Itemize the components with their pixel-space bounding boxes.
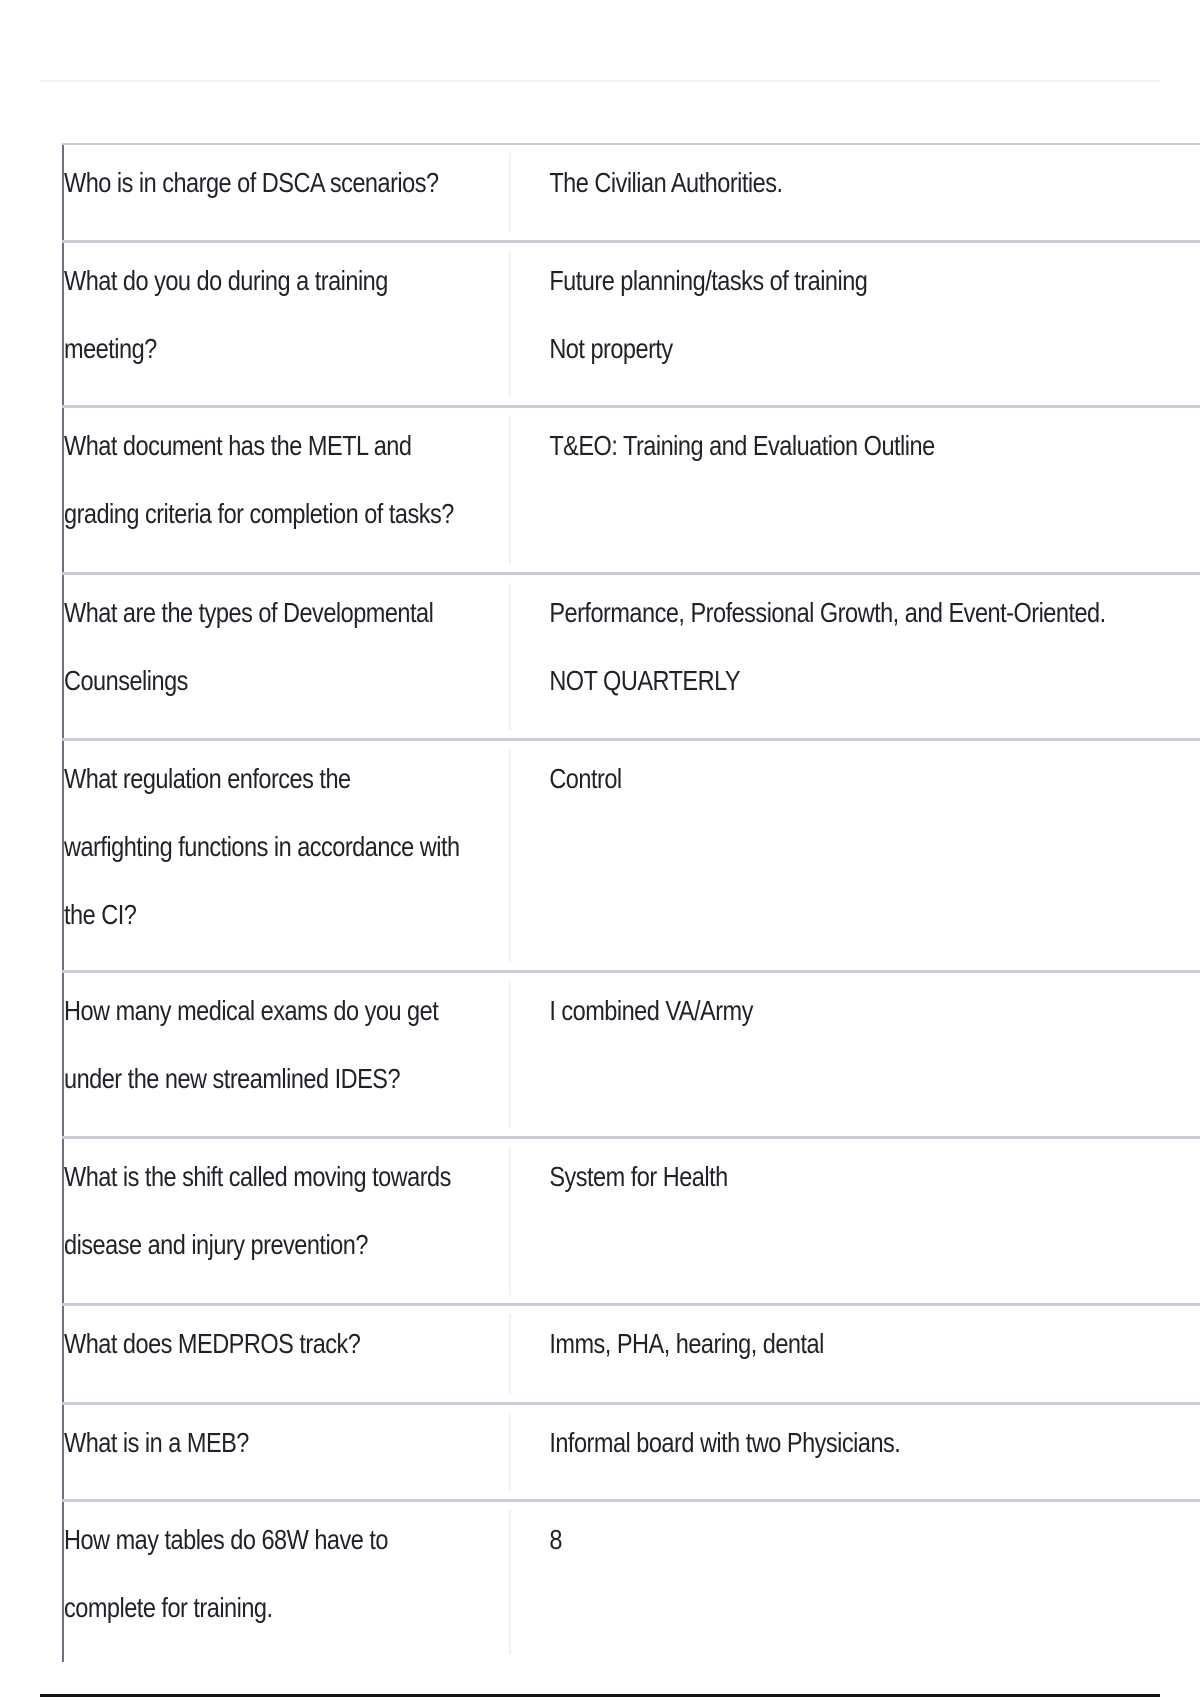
table-row [62, 1303, 1200, 1402]
question-cell [62, 973, 509, 1136]
table-row [62, 738, 1200, 970]
answer-cell [509, 741, 1200, 970]
question-text: complete for training. [64, 1592, 273, 1623]
question-cell [62, 741, 509, 970]
question-cell [62, 1306, 509, 1402]
question-cell [62, 243, 509, 405]
question-text: What do you do during a training [64, 265, 388, 296]
answer-text: Imms, PHA, hearing, dental [549, 1328, 824, 1359]
answer-cell [509, 973, 1200, 1136]
answer-text: Control [549, 763, 622, 794]
answer-cell [509, 1405, 1200, 1499]
question-text: warfighting functions in accordance with [64, 831, 460, 862]
answer-cell [509, 243, 1200, 405]
table-row [62, 405, 1200, 572]
answer-cell [509, 408, 1200, 572]
question-text: What are the types of Developmental [64, 597, 434, 628]
question-text: What does MEDPROS track? [64, 1328, 361, 1359]
table-row [62, 572, 1200, 738]
answer-cell [509, 1139, 1200, 1303]
answer-text: I combined VA/Army [549, 995, 753, 1026]
question-text: meeting? [64, 333, 157, 364]
table-row [62, 240, 1200, 405]
question-text: grading criteria for completion of tasks? [64, 498, 454, 529]
question-text: How many medical exams do you get [64, 995, 439, 1026]
answer-text: NOT QUARTERLY [549, 665, 741, 696]
qa-table [62, 143, 1200, 1662]
question-text: What regulation enforces the [64, 763, 351, 794]
question-cell [62, 575, 509, 738]
question-text: Who is in charge of DSCA scenarios? [64, 167, 439, 198]
question-text: What is the shift called moving towards [64, 1161, 451, 1192]
answer-text: Performance, Professional Growth, and Event-Oriented. [549, 597, 1106, 628]
question-cell [62, 408, 509, 572]
answer-cell [509, 145, 1200, 240]
question-text: disease and injury prevention? [64, 1229, 368, 1260]
table-row [62, 143, 1200, 240]
bottom-divider [40, 1694, 1160, 1697]
answer-text: 8 [549, 1524, 562, 1555]
question-cell [62, 1139, 509, 1303]
table-row [62, 1136, 1200, 1303]
question-cell [62, 145, 509, 240]
answer-text: Informal board with two Physicians. [549, 1427, 901, 1458]
top-divider [40, 80, 1160, 82]
answer-text: Future planning/tasks of training [549, 265, 868, 296]
answer-text: The Civilian Authorities. [549, 167, 783, 198]
question-cell [62, 1502, 509, 1662]
table-row [62, 1499, 1200, 1662]
answer-text: Not property [549, 333, 673, 364]
table-row [62, 1402, 1200, 1499]
question-text: under the new streamlined IDES? [64, 1063, 401, 1094]
question-text: What document has the METL and [64, 430, 412, 461]
answer-cell [509, 575, 1200, 738]
question-text: the CI? [64, 899, 137, 930]
answer-text: T&EO: Training and Evaluation Outline [549, 430, 935, 461]
answer-cell [509, 1306, 1200, 1402]
question-text: Counselings [64, 665, 188, 696]
question-cell [62, 1405, 509, 1499]
question-text: How may tables do 68W have to [64, 1524, 388, 1555]
table-row [62, 970, 1200, 1136]
answer-cell [509, 1502, 1200, 1662]
answer-text: System for Health [549, 1161, 728, 1192]
question-text: What is in a MEB? [64, 1427, 249, 1458]
